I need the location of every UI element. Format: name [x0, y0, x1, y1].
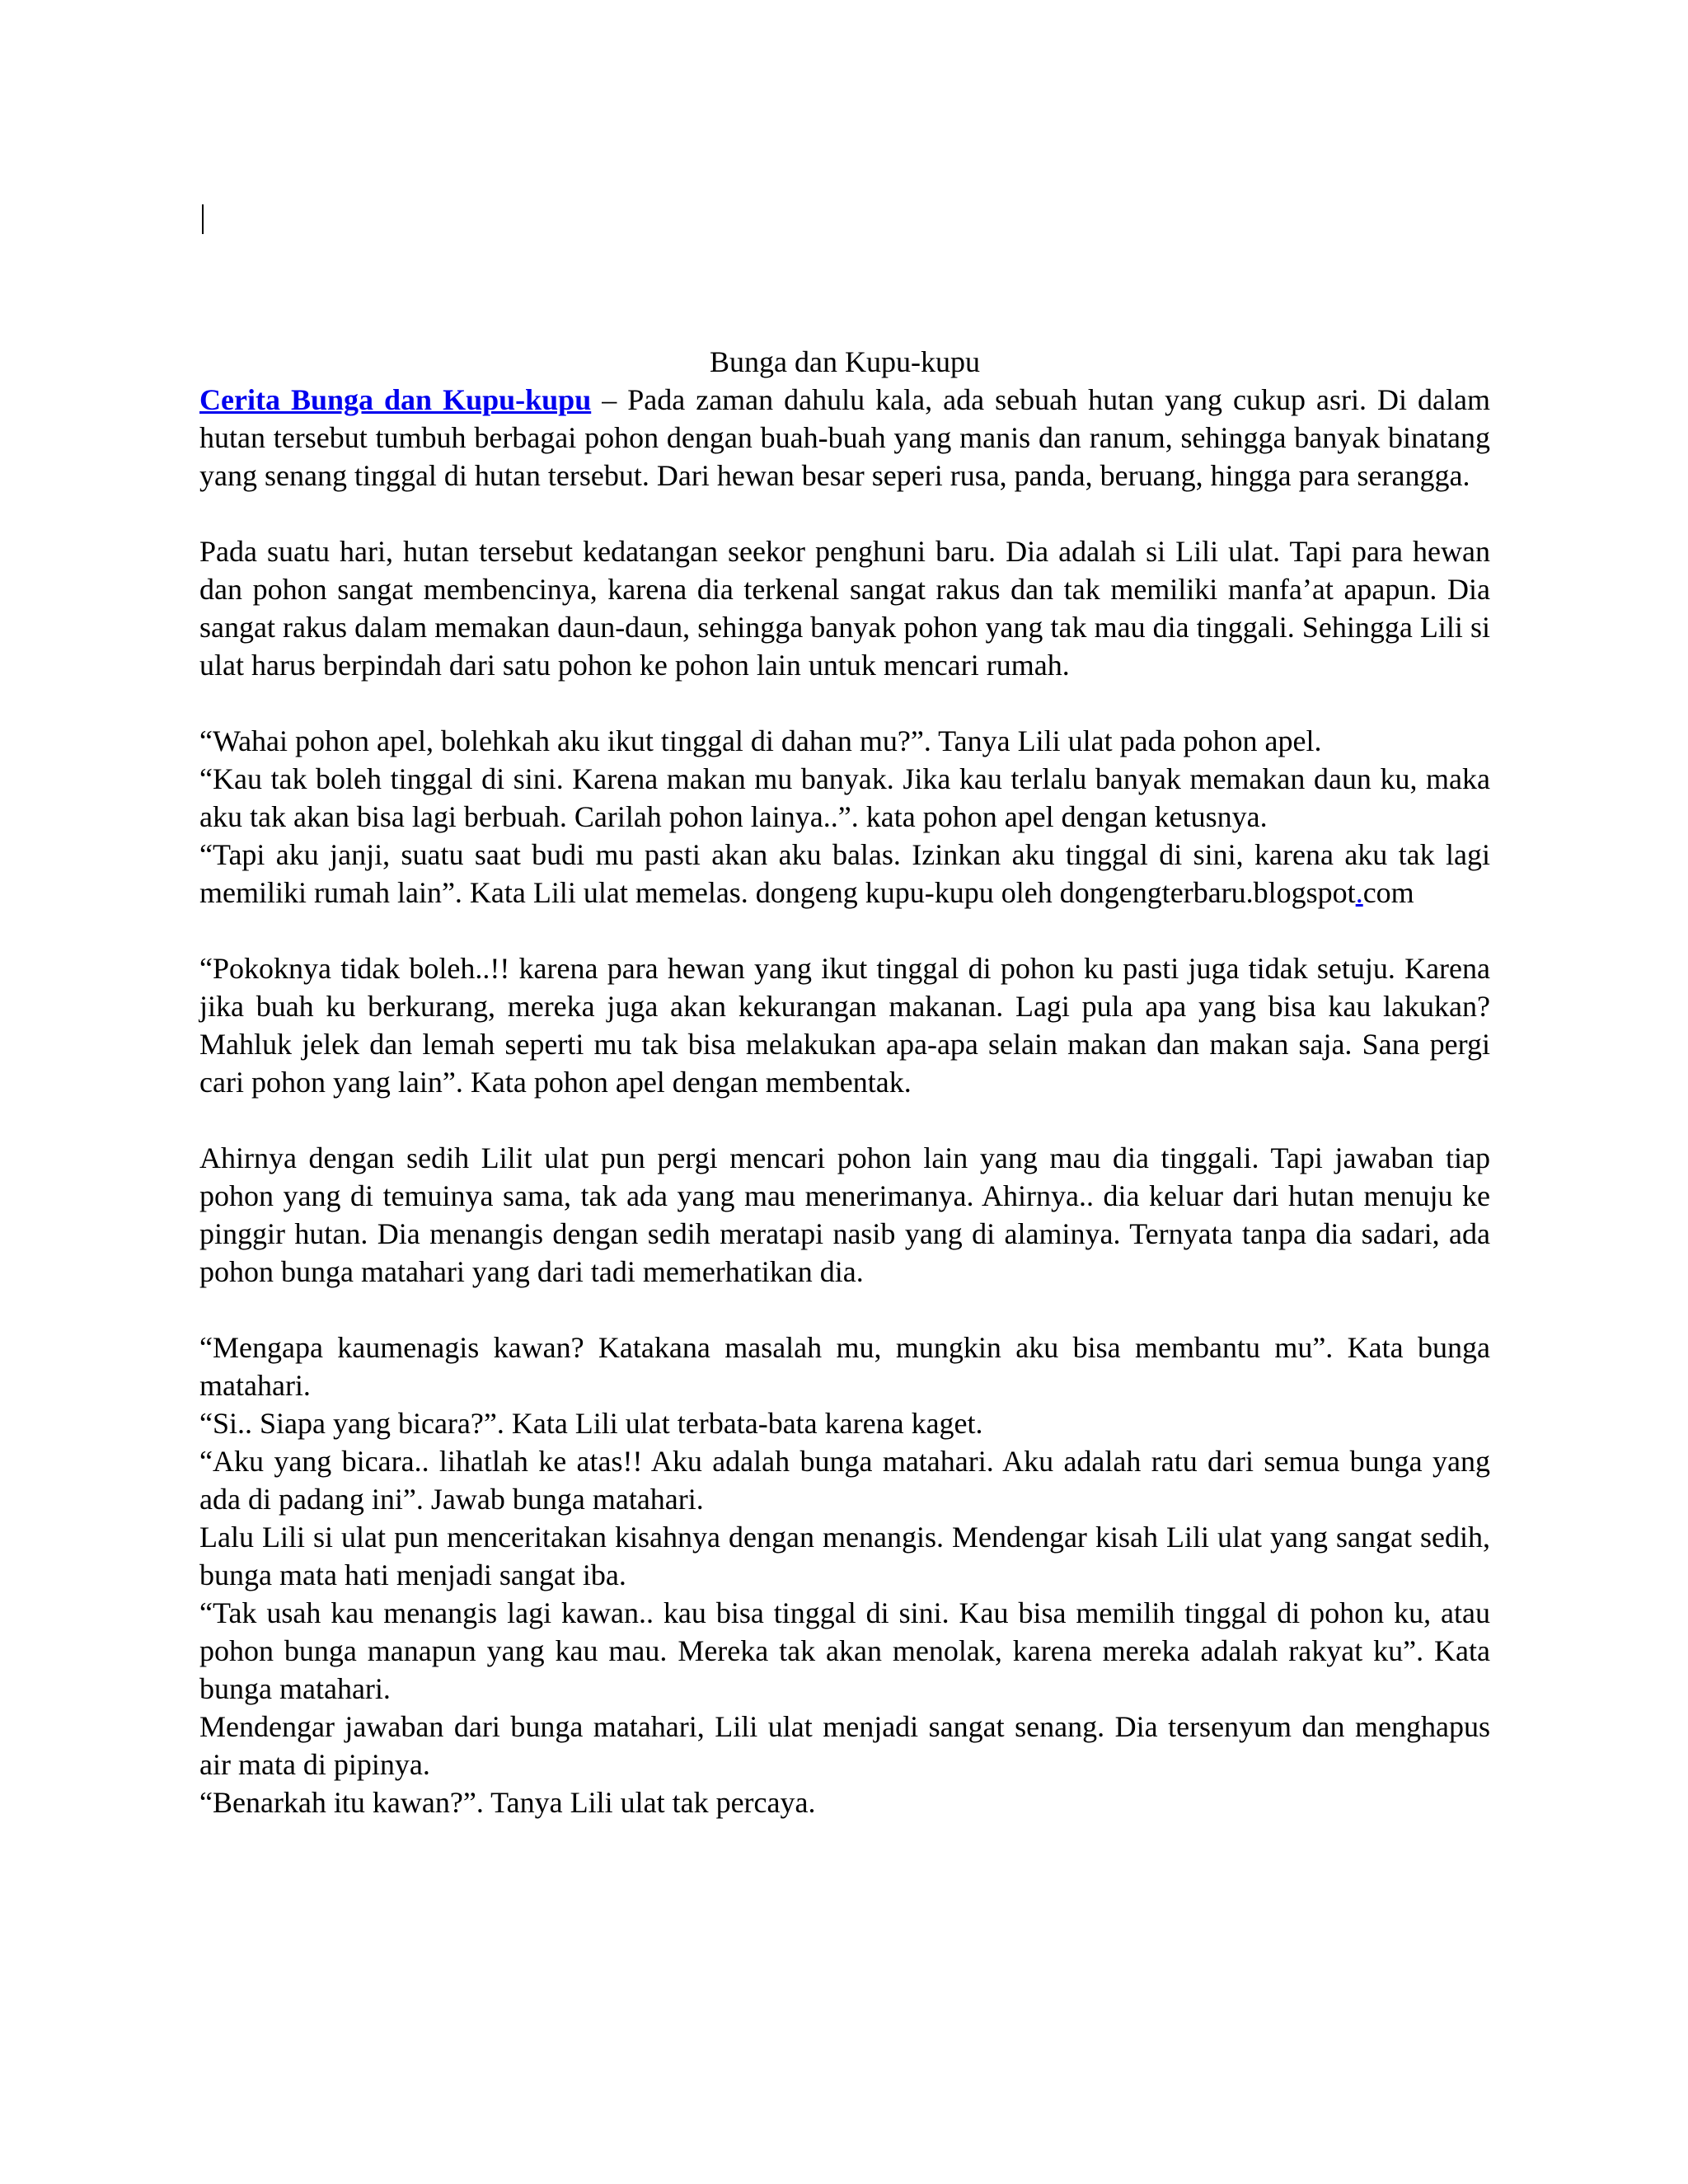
paragraph-7: Ahirnya dengan sedih Lilit ulat pun pergi mencari pohon lain yang mau dia tinggali. Tapi jawaban tiap pohon yang di temuinya sama, tak ada yang mau menerimanya. Ahirnya.. dia keluar dari hutan menuju ke pinggir hutan. Dia menangis dengan sedih meratapi nasib yang di alaminya. Ternyata tanpa dia sadari, ada pohon bunga matahari yang dari tadi memerhatikan dia.: [199, 1141, 1490, 1288]
paragraph-3: “Wahai pohon apel, bolehkah aku ikut tinggal di dahan mu?”. Tanya Lili ulat pada pohon apel.: [199, 724, 1322, 757]
intro-text: – Pada zaman dahulu kala, ada sebuah hutan yang cukup asri. Di dalam hutan tersebut tumbuh berbagai pohon dengan buah-buah yang manis dan ranum, sehingga banyak binatang yang senang tinggal di hutan tersebut. Dari hewan besar seperi rusa, panda, beruang, hingga para serangga.: [199, 383, 1491, 492]
document-body: [199, 343, 1490, 1821]
story-title-link[interactable]: Cerita Bunga dan Kupu-kupu: [199, 383, 592, 416]
paragraph-6: “Pokoknya tidak boleh..!! karena para hewan yang ikut tinggal di pohon ku pasti juga tidak setuju. Karena jika buah ku berkurang, mereka juga akan kekurangan makanan. Lagi pula apa yang bisa kau lakukan? Mahluk jelek dan lemah seperti mu tak bisa melakukan apa-apa selain makan dan makan saja. Sana pergi cari pohon yang lain”. Kata pohon apel dengan membentak.: [199, 952, 1490, 1099]
paragraph-8: “Mengapa kaumenagis kawan? Katakana masalah mu, mungkin aku bisa membantu mu”. Kata bunga matahari.: [199, 1331, 1490, 1402]
blog-link-dot[interactable]: .: [1355, 876, 1363, 909]
paragraph-2: Pada suatu hari, hutan tersebut kedatangan seekor penghuni baru. Dia adalah si Lili ulat. Tapi para hewan dan pohon sangat membencinya, karena dia terkenal sangat rakus dan tak memiliki manfa’at apapun. Dia sangat rakus dalam memakan daun-daun, sehingga banyak pohon yang tak mau dia tinggali. Sehingga Lili si ulat harus berpindah dari satu pohon ke pohon lain untuk mencari rumah.: [199, 535, 1490, 682]
text-cursor: [202, 204, 204, 234]
paragraph-4: “Kau tak boleh tinggal di sini. Karena makan mu banyak. Jika kau terlalu banyak memakan daun ku, maka aku tak akan bisa lagi berbuah. Carilah pohon lainya..”. kata pohon apel dengan ketusnya.: [199, 762, 1490, 833]
paragraph-13: Mendengar jawaban dari bunga matahari, Lili ulat menjadi sangat senang. Dia tersenyum dan menghapus air mata di pipinya.: [199, 1710, 1490, 1781]
document-title: Bunga dan Kupu-kupu: [710, 345, 980, 378]
paragraph-12: “Tak usah kau menangis lagi kawan.. kau bisa tinggal di sini. Kau bisa memilih tinggal di pohon ku, atau pohon bunga manapun yang kau mau. Mereka tak akan menolak, karena mereka adalah rakyat ku”. Kata bunga matahari.: [199, 1596, 1490, 1705]
paragraph-11: Lalu Lili si ulat pun menceritakan kisahnya dengan menangis. Mendengar kisah Lili ulat yang sangat sedih, bunga mata hati menjadi sangat iba.: [199, 1521, 1490, 1591]
paragraph-10: “Aku yang bicara.. lihatlah ke atas!! Aku adalah bunga matahari. Aku adalah ratu dari semua bunga yang ada di padang ini”. Jawab bunga matahari.: [199, 1445, 1490, 1516]
paragraph-5: [199, 836, 1490, 912]
intro-paragraph: [199, 381, 1490, 494]
paragraph-5-text: “Tapi aku janji, suatu saat budi mu pasti akan aku balas. Izinkan aku tinggal di sini, karena aku tak lagi memiliki rumah lain”. Kata Lili ulat memelas. dongeng kupu-kupu oleh dongengterbaru.blogspot: [199, 838, 1490, 909]
paragraph-5-tail: com: [1362, 876, 1414, 909]
paragraph-9: “Si.. Siapa yang bicara?”. Kata Lili ulat terbata-bata karena kaget.: [199, 1407, 983, 1440]
paragraph-14: “Benarkah itu kawan?”. Tanya Lili ulat tak percaya.: [199, 1786, 816, 1819]
